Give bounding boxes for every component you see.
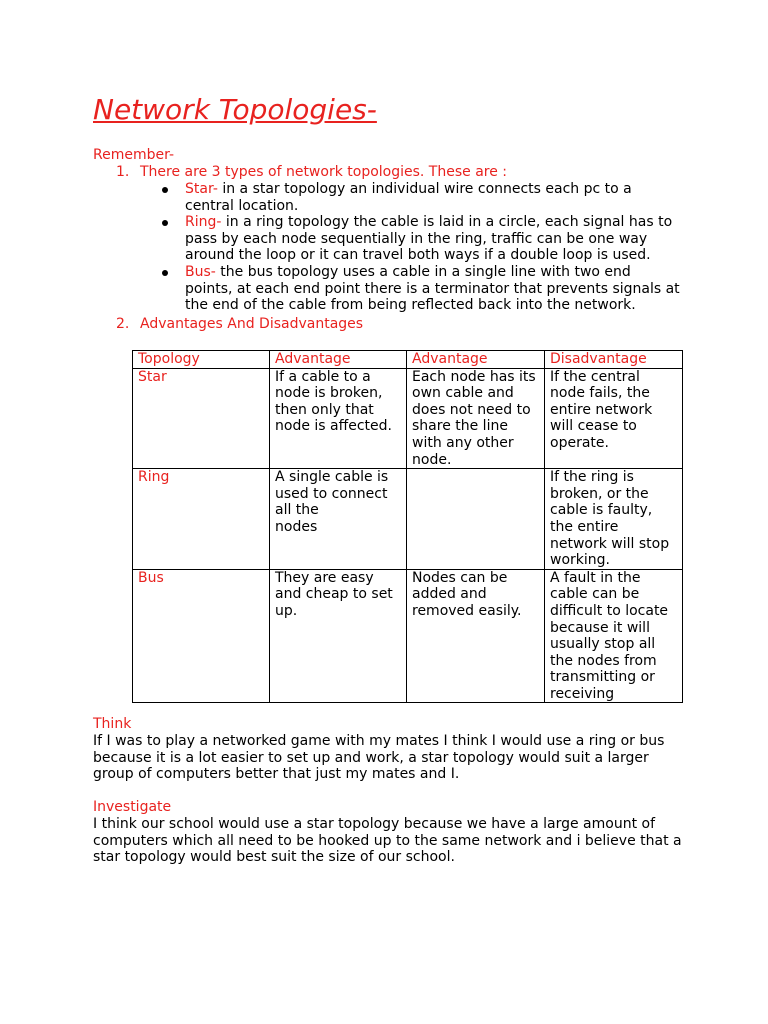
bullet-dot-icon (162, 270, 168, 276)
think-paragraph: If I was to play a networked game with my mates I think I would use a ring or bus because it is a lot easier to set up and work, a star topology would suit a larger group of computers better that just my mates and I. (93, 733, 665, 783)
bullet-text: in a ring topology the cable is laid in a circle, each signal has to pass by each node sequentially in the ring, traffic can be one way around the loop or it can travel both ways if a double loop is used. (185, 214, 673, 264)
table-header: Advantage (407, 351, 545, 369)
topology-table (132, 350, 683, 703)
list-item-2-text: Advantages And Disadvantages (140, 316, 364, 332)
table-row (133, 569, 683, 703)
table-cell-topology: Bus (133, 569, 270, 703)
table-cell-topology: Ring (133, 469, 270, 570)
table-header: Topology (133, 351, 270, 369)
table-header: Advantage (270, 351, 407, 369)
list-number-2: 2. (116, 316, 130, 332)
list-number-1: 1. (116, 164, 130, 180)
table-cell: If the central node fails, the entire network will cease to operate. (545, 368, 683, 469)
bullet-text: in a star topology an individual wire connects each pc to a central location. (185, 181, 632, 214)
bullet-star (160, 181, 680, 214)
bullet-bus (160, 264, 680, 314)
list-item-1 (116, 164, 716, 181)
table-cell-topology: Star (133, 368, 270, 469)
table-header: Disadvantage (545, 351, 683, 369)
bullet-text: the bus topology uses a cable in a single line with two end points, at each end point there is a terminator that prevents signals at the end of the cable from being reflected back into the network. (185, 263, 680, 314)
investigate-paragraph: I think our school would use a star topology because we have a large amount of computers which all need to be hooked up to the same network and i believe that a star topology would best suit the size of our school. (93, 816, 682, 866)
table-cell: If the ring is broken, or the cable is faulty, the entire network will stop working. (545, 469, 683, 570)
table-header-row (133, 351, 683, 369)
table-cell: Nodes can be added and removed easily. (407, 569, 545, 703)
think-heading: Think (93, 716, 132, 732)
table-cell: Each node has its own cable and does not need to share the line with any other node. (407, 368, 545, 469)
table-cell (407, 469, 545, 570)
table-cell: If a cable to a node is broken, then only that node is affected. (270, 368, 407, 469)
bullet-dot-icon (162, 187, 168, 193)
bullet-label: Star- (185, 181, 218, 197)
table-row (133, 368, 683, 469)
list-item-2 (116, 316, 716, 333)
bullet-ring (160, 214, 680, 264)
bullet-label: Bus- (185, 263, 216, 280)
table-cell: A single cable is used to connect all the nodes (270, 469, 407, 570)
table-cell: They are easy and cheap to set up. (270, 569, 407, 703)
topology-bullet-list (160, 181, 680, 314)
bullet-label: Ring- (185, 214, 222, 231)
bullet-dot-icon (162, 220, 168, 226)
page-title: Network Topologies- (93, 93, 377, 126)
table-row (133, 469, 683, 570)
remember-heading: Remember- (93, 147, 175, 163)
list-item-1-text: There are 3 types of network topologies. These are : (140, 164, 508, 180)
investigate-heading: Investigate (93, 799, 172, 815)
table-cell: A fault in the cable can be difficult to locate because it will usually stop all the nodes from transmitting or receiving (545, 569, 683, 703)
